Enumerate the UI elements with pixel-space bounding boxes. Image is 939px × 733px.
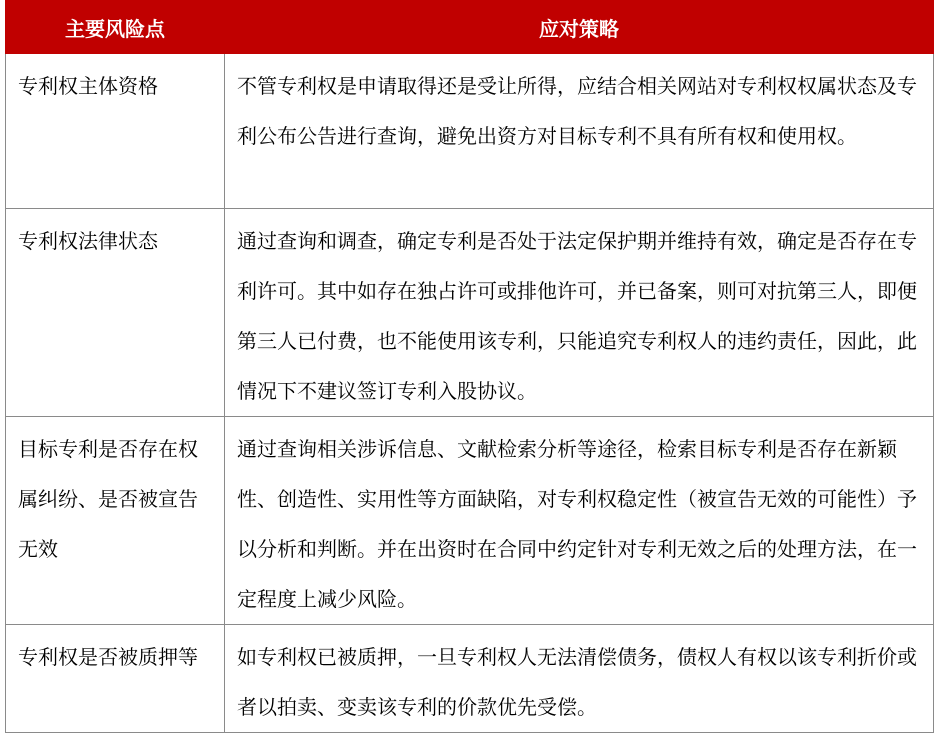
risk-cell: 专利权法律状态 [6, 209, 225, 417]
risk-strategy-table-wrapper [5, 0, 933, 733]
strategy-cell: 通过查询相关涉诉信息、文献检索分析等途径，检索目标专利是否存在新颖性、创造性、实用性等方面缺陷，对专利权稳定性（被宣告无效的可能性）予以分析和判断。并在出资时在合同中约定针对专利无效之后的处理方法，在一定程度上减少风险。 [225, 417, 934, 625]
strategy-cell: 通过查询和调查，确定专利是否处于法定保护期并维持有效，确定是否存在专利许可。其中如存在独占许可或排他许可，并已备案，则可对抗第三人，即便第三人已付费，也不能使用该专利，只能追究专利权人的违约责任，因此，此情况下不建议签订专利入股协议。 [225, 209, 934, 417]
table-row [6, 625, 934, 733]
risk-cell: 专利权主体资格 [6, 54, 225, 209]
header-main-risk: 主要风险点 [6, 1, 225, 54]
risk-strategy-table [5, 0, 934, 733]
risk-cell: 目标专利是否存在权属纠纷、是否被宣告无效 [6, 417, 225, 625]
table-row [6, 417, 934, 625]
strategy-cell: 不管专利权是申请取得还是受让所得，应结合相关网站对专利权权属状态及专利公布公告进行查询，避免出资方对目标专利不具有所有权和使用权。 [225, 54, 934, 209]
table-row [6, 209, 934, 417]
risk-cell: 专利权是否被质押等 [6, 625, 225, 733]
table-header-row [6, 1, 934, 54]
strategy-cell: 如专利权已被质押，一旦专利权人无法清偿债务，债权人有权以该专利折价或者以拍卖、变卖该专利的价款优先受偿。 [225, 625, 934, 733]
header-strategy: 应对策略 [225, 1, 934, 54]
table-row [6, 54, 934, 209]
